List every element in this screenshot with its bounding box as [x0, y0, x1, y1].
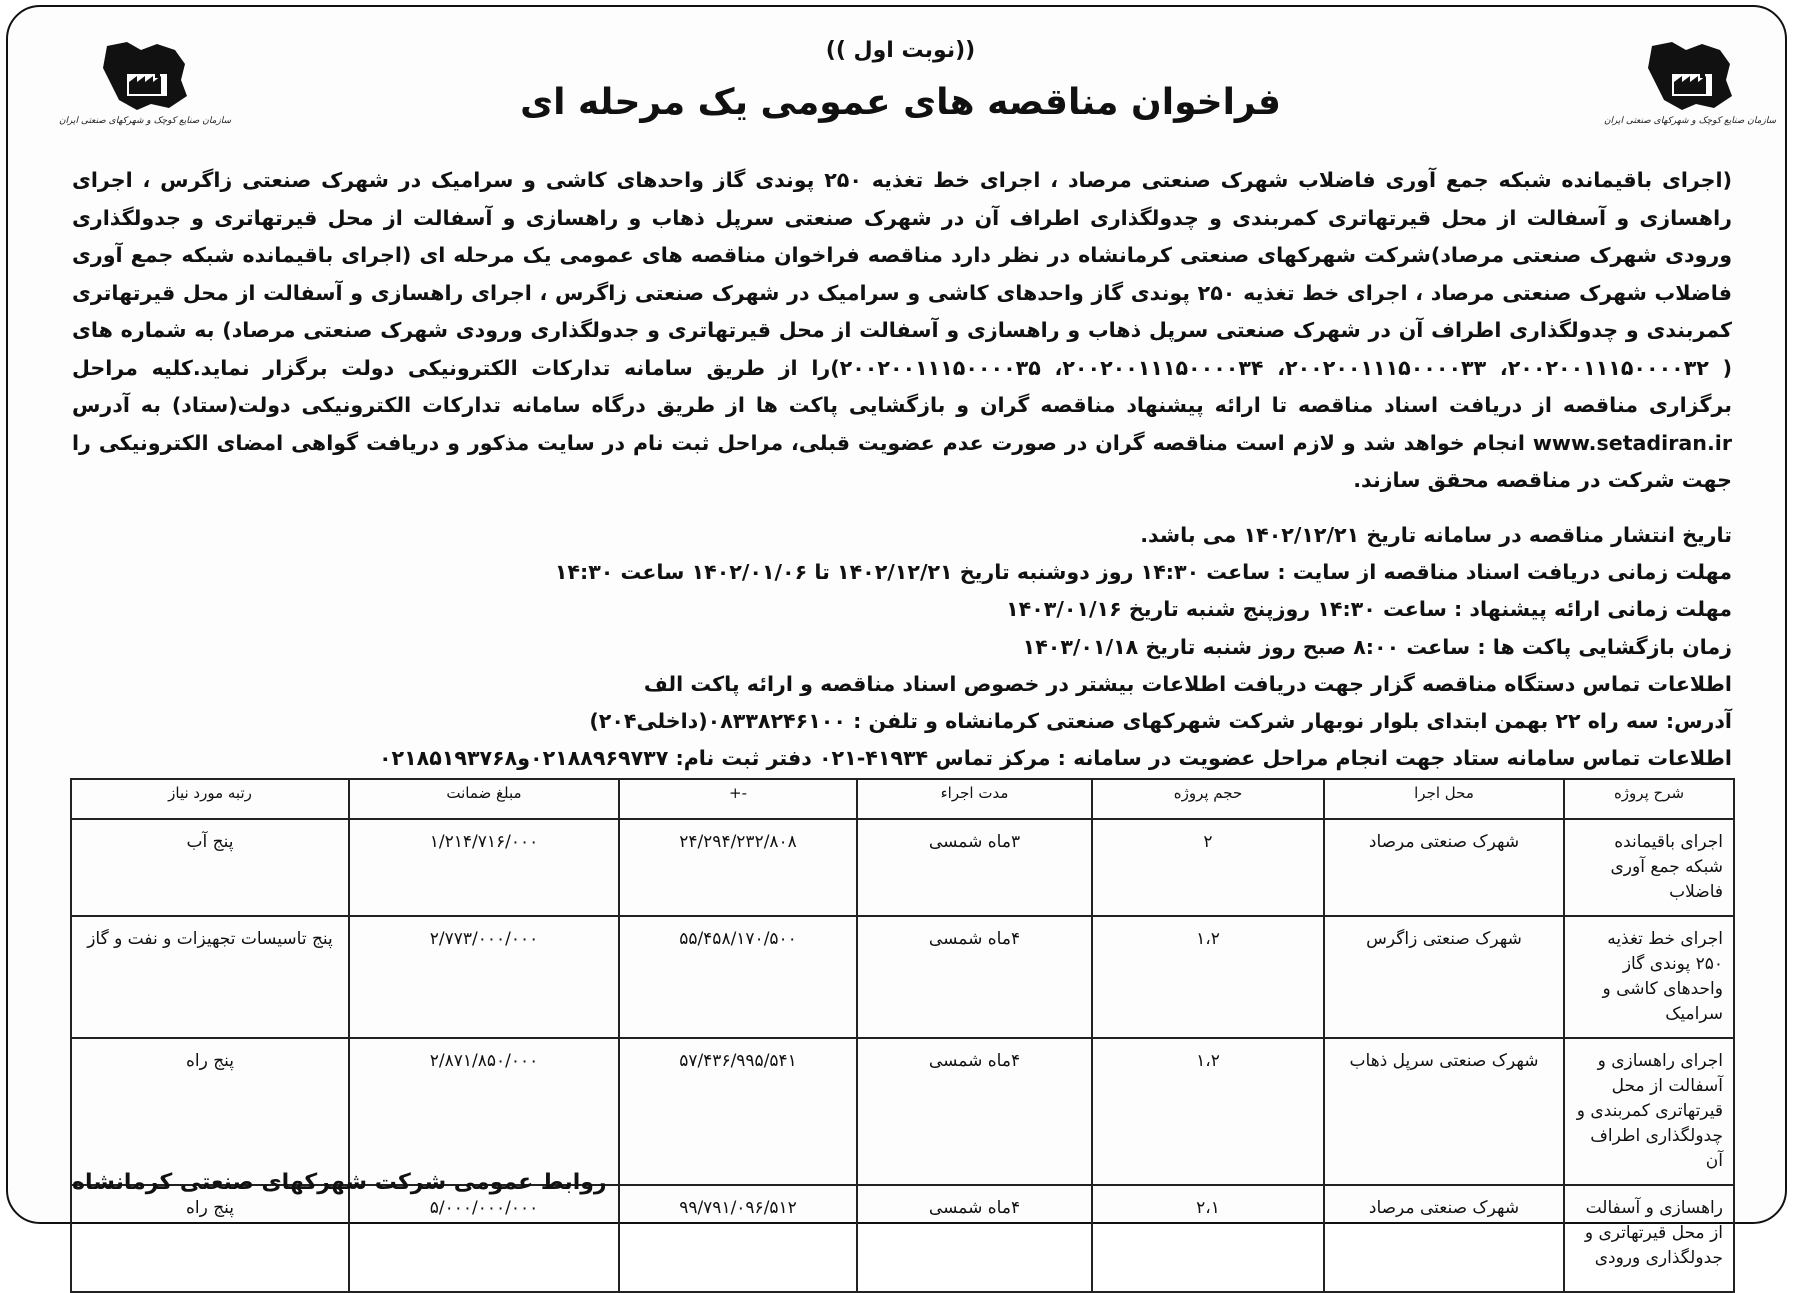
column-header-amount: -+ [619, 779, 857, 819]
tender-table [70, 778, 1735, 1293]
volume-cell: ۲ [1092, 819, 1324, 916]
opening-time-line: زمان بازگشایی پاکت ها : ساعت ۸:۰۰ صبح روز شنبه تاریخ ۱۴۰۳/۰۱/۱۸ [1022, 634, 1732, 659]
grade-cell: پنج تاسیسات تجهیزات و نفت و گاز [71, 916, 349, 1038]
column-header-volume: حجم پروژه [1092, 779, 1324, 819]
project-cell: راهسازی و آسفالت از محل قیرتهاتری و جدولگذاری ورودی [1564, 1185, 1734, 1292]
grade-cell: پنج راه [71, 1038, 349, 1185]
guarantee-cell: ۵/۰۰۰/۰۰۰/۰۰۰ [349, 1185, 619, 1292]
location-cell: شهرک صنعتی مرصاد [1324, 819, 1564, 916]
logo-caption: سازمان صنایع کوچک و شهرکهای صنعتی ایران [58, 116, 232, 126]
project-cell: اجرای راهسازی و آسفالت از محل قیرتهاتری کمربندی و چدولگذاری اطراف آن [1564, 1038, 1734, 1185]
table-row [71, 819, 1734, 916]
project-cell: اجرای باقیمانده شبکه جمع آوری فاضلاب [1564, 819, 1734, 916]
guarantee-cell: ۲/۷۷۳/۰۰۰/۰۰۰ [349, 916, 619, 1038]
setad-contact-line: اطلاعات تماس سامانه ستاد جهت انجام مراحل عضویت در سامانه : مرکز تماس ۴۱۹۳۴-۰۲۱ دفتر ثبت نام: ۰۲۱۸۸۹۶۹۷۳۷و۰۲۱۸۵۱۹۳۷۶۸ [378, 746, 1732, 771]
guarantee-cell: ۱/۲۱۴/۷۱۶/۰۰۰ [349, 819, 619, 916]
address-line: آدرس: سه راه ۲۲ بهمن ابتدای بلوار نوبهار شرکت شهرکهای صنعتی کرمانشاه و تلفن : ۰۸۳۳۸۲۴۶۱۰۰(داخلی۲۰۴) [589, 709, 1732, 734]
proposal-deadline-line: مهلت زمانی ارائه پیشنهاد : ساعت ۱۴:۳۰ روزپنج شنبه تاریخ ۱۴۰۳/۰۱/۱۶ [1006, 597, 1732, 622]
volume-cell: ۱،۲ [1092, 1038, 1324, 1185]
column-header-grade: رتبه مورد نیاز [71, 779, 349, 819]
duration-cell: ۴ماه شمسی [857, 916, 1092, 1038]
schedule-info [300, 517, 1732, 777]
amount-cell: ۵۵/۴۵۸/۱۷۰/۵۰۰ [619, 916, 857, 1038]
column-header-duration: مدت اجراء [857, 779, 1092, 819]
table-row [71, 1038, 1734, 1185]
amount-cell: ۲۴/۲۹۴/۲۳۲/۸۰۸ [619, 819, 857, 916]
location-cell: شهرک صنعتی سرپل ذهاب [1324, 1038, 1564, 1185]
logo-caption: سازمان صنایع کوچک و شهرکهای صنعتی ایران [1603, 116, 1777, 126]
grade-cell: پنج آب [71, 819, 349, 916]
location-cell: شهرک صنعتی زاگرس [1324, 916, 1564, 1038]
notice-body-paragraph: (اجرای باقیمانده شبکه جمع آوری فاضلاب شهرک صنعتی مرصاد ، اجرای خط تغذیه ۲۵۰ پوندی گاز واحدهای کاشی و سرامیک در شهرک صنعتی زاگرس ، اجرای راهسازی و آسفالت از محل قیرتهاتری کمربندی و چدولگذاری اطراف آن در شهرک صنعتی سرپل ذهاب و راهسازی و آسفالت از محل قیرتهاتری و جدولگذاری ورودی شهرک صنعتی مرصاد)شرکت شهرکهای صنعتی کرمانشاه در نظر دارد مناقصه فراخوان مناقصه های عمومی یک مرحله ای (اجرای باقیمانده شبکه جمع آوری فاضلاب شهرک صنعتی مرصاد ، اجرای خط تغذیه ۲۵۰ پوندی گاز واحدهای کاشی و سرامیک در شهرک صنعتی زاگرس ، اجرای راهسازی و آسفالت از محل قیرتهاتری کمربندی و چدولگذاری اطراف آن در شهرک صنعتی سرپل ذهاب و راهسازی و آسفالت از محل قیرتهاتری و جدولگذاری ورودی شهرک صنعتی مرصاد) به شماره های ( ۲۰۰۲۰۰۱۱۱۵۰۰۰۰۳۲، ۲۰۰۲۰۰۱۱۱۵۰۰۰۰۳۳، ۲۰۰۲۰۰۱۱۱۵۰۰۰۰۳۴، ۲۰۰۲۰۰۱۱۱۵۰۰۰۰۳۵)را از طریق سامانه تدارکات الکترونیکی دولت برگزار نماید.کلیه مراحل برگزاری مناقصه از دریافت اسناد مناقصه تا ارائه پیشنهاد مناقصه گران و بازگشایی پاکت ها از طریق درگاه سامانه تدارکات الکترونیکی دولت(ستاد) به آدرس www.setadiran.ir انجام خواهد شد و لازم است مناقصه گران در صورت عدم عضویت قبلی، مراحل ثبت نام در سایت مذکور و دریافت گواهی امضای الکترونیکی را جهت شرکت در مناقصه محقق سازند. [72, 168, 1732, 492]
footer-signature: روابط عمومی شرکت شهرکهای صنعتی کرمانشاه [72, 1170, 607, 1195]
table-header-row [71, 779, 1734, 819]
duration-cell: ۳ماه شمسی [857, 819, 1092, 916]
guarantee-cell: ۲/۸۷۱/۸۵۰/۰۰۰ [349, 1038, 619, 1185]
table-row [71, 916, 1734, 1038]
location-cell: شهرک صنعتی مرصاد [1324, 1185, 1564, 1292]
contact-heading-line: اطلاعات تماس دستگاه مناقصه گزار جهت دریافت اطلاعات بیشتر در خصوص اسناد مناقصه و ارائه پاکت الف [643, 671, 1732, 696]
column-header-location: محل اجرا [1324, 779, 1564, 819]
document-deadline-line: مهلت زمانی دریافت اسناد مناقصه از سایت : ساعت ۱۴:۳۰ روز دوشنبه تاریخ ۱۴۰۲/۱۲/۲۱ تا ۱۴۰۲/۰۱/۰۶ ساعت ۱۴:۳۰ [554, 560, 1732, 585]
column-header-project: شرح پروژه [1564, 779, 1734, 819]
duration-cell: ۴ماه شمسی [857, 1185, 1092, 1292]
duration-cell: ۴ماه شمسی [857, 1038, 1092, 1185]
round-label: ((نوبت اول )) [825, 38, 976, 63]
column-header-guarantee: مبلغ ضمانت [349, 779, 619, 819]
amount-cell: ۵۷/۴۳۶/۹۹۵/۵۴۱ [619, 1038, 857, 1185]
page-title: فراخوان مناقصه های عمومی یک مرحله ای [520, 82, 1281, 123]
amount-cell: ۹۹/۷۹۱/۰۹۶/۵۱۲ [619, 1185, 857, 1292]
grade-cell: پنج راه [71, 1185, 349, 1292]
project-cell: اجرای خط تغذیه ۲۵۰ پوندی گاز واحدهای کاشی و سرامیک [1564, 916, 1734, 1038]
volume-cell: ۲،۱ [1092, 1185, 1324, 1292]
table-row [71, 1185, 1734, 1292]
volume-cell: ۱،۲ [1092, 916, 1324, 1038]
publish-date-line: تاریخ انتشار مناقصه در سامانه تاریخ ۱۴۰۲/۱۲/۲۱ می باشد. [1140, 523, 1732, 547]
